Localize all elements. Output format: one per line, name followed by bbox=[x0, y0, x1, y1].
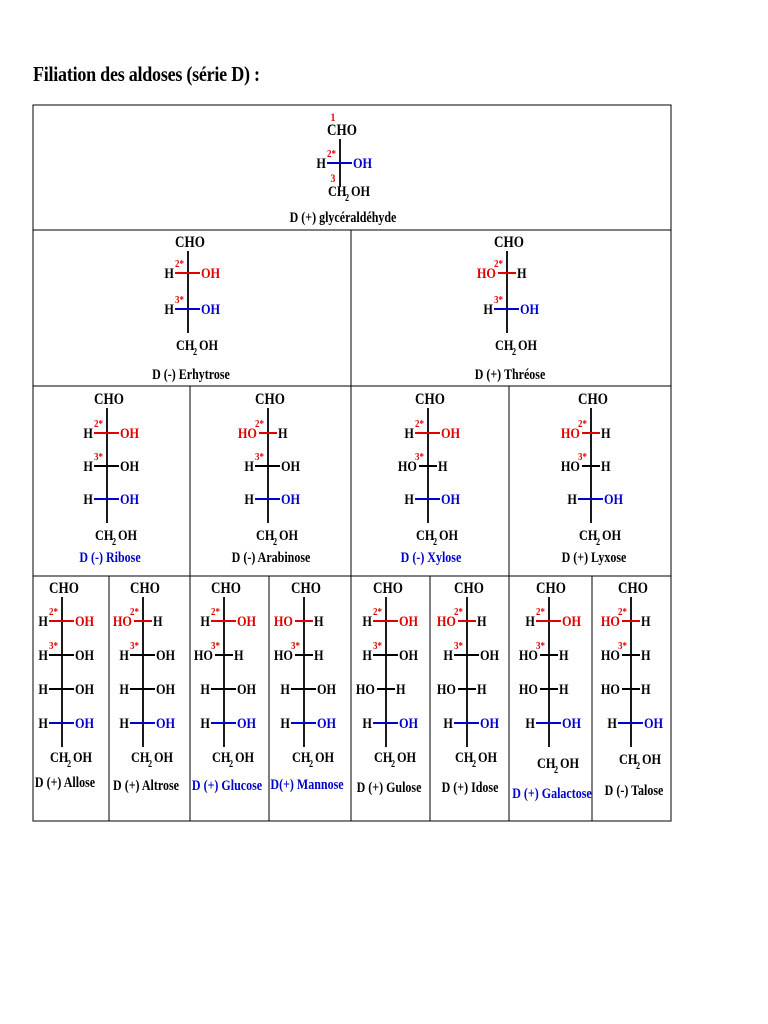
terminal-group: CH bbox=[256, 526, 275, 544]
stereocenter-label: 2* bbox=[414, 418, 424, 431]
terminal-subscript: 2 bbox=[148, 758, 153, 770]
terminal-oh: OH bbox=[315, 748, 335, 766]
substituent-left: H bbox=[200, 612, 211, 630]
molecule bbox=[232, 391, 311, 567]
substituent-left: H bbox=[164, 264, 175, 282]
terminal-subscript: 2 bbox=[112, 536, 117, 548]
substituent-right: OH bbox=[75, 646, 95, 664]
substituent-right: OH bbox=[399, 646, 419, 664]
substituent-left: HO bbox=[560, 424, 581, 442]
stereocenter-label: 2* bbox=[617, 606, 627, 619]
substituent-right: OH bbox=[75, 680, 95, 698]
aldehyde-group: CHO bbox=[618, 579, 648, 598]
substituent-left: H bbox=[404, 424, 414, 442]
terminal-group: CH bbox=[50, 748, 69, 766]
stereocenter-label: 2* bbox=[254, 418, 264, 431]
carbon-number: 1 bbox=[330, 111, 336, 125]
terminal-group: CH bbox=[95, 526, 114, 544]
substituent-right: H bbox=[234, 646, 244, 664]
substituent-left: HO bbox=[560, 457, 581, 475]
substituent-right: H bbox=[396, 680, 406, 698]
molecule bbox=[79, 391, 140, 567]
terminal-group: CH bbox=[292, 748, 311, 766]
substituent-right: OH bbox=[480, 714, 500, 732]
substituent-left: H bbox=[362, 646, 372, 664]
stereocenter-label: 2* bbox=[493, 258, 504, 271]
terminal-subscript: 2 bbox=[433, 536, 438, 548]
molecule bbox=[270, 580, 343, 794]
terminal-group: CH bbox=[176, 336, 195, 354]
substituent-left: H bbox=[38, 612, 49, 630]
terminal-group: CH bbox=[495, 336, 514, 354]
terminal-subscript: 2 bbox=[472, 758, 477, 770]
substituent-right: H bbox=[559, 646, 569, 664]
terminal-oh: OH bbox=[351, 182, 371, 200]
substituent-left: H bbox=[404, 490, 414, 508]
substituent-right: H bbox=[477, 680, 487, 698]
page-title: Filiation des aldoses (série D) : bbox=[33, 62, 260, 86]
terminal-oh: OH bbox=[602, 526, 622, 544]
substituent-right: OH bbox=[120, 490, 140, 508]
aldehyde-group: CHO bbox=[494, 233, 524, 252]
substituent-left: HO bbox=[436, 680, 457, 698]
terminal-subscript: 2 bbox=[512, 346, 517, 358]
terminal-oh: OH bbox=[439, 526, 459, 544]
substituent-right: H bbox=[641, 646, 651, 664]
terminal-group: CH bbox=[328, 182, 347, 200]
substituent-right: H bbox=[641, 612, 651, 630]
sugar-name: D(+) Mannose bbox=[270, 775, 344, 793]
stereocenter-label: 3* bbox=[535, 640, 545, 653]
terminal-group: CH bbox=[619, 750, 638, 768]
stereocenter-label: 3* bbox=[372, 640, 383, 653]
substituent-left: H bbox=[200, 680, 211, 698]
substituent-right: OH bbox=[399, 612, 419, 630]
substituent-right: OH bbox=[156, 646, 176, 664]
aldehyde-group: CHO bbox=[130, 579, 160, 598]
sugar-name: D (+) Allose bbox=[34, 773, 96, 791]
substituent-right: H bbox=[601, 424, 611, 442]
stereocenter-label: 3* bbox=[577, 451, 587, 464]
substituent-left: H bbox=[119, 680, 129, 698]
substituent-right: OH bbox=[201, 264, 221, 282]
molecule bbox=[290, 111, 397, 226]
terminal-oh: OH bbox=[235, 748, 255, 766]
terminal-oh: OH bbox=[518, 336, 538, 354]
terminal-oh: OH bbox=[118, 526, 138, 544]
terminal-subscript: 2 bbox=[229, 758, 234, 770]
substituent-left: H bbox=[443, 714, 454, 732]
substituent-left: H bbox=[119, 646, 129, 664]
substituent-right: H bbox=[477, 612, 487, 630]
stereocenter-label: 2* bbox=[326, 148, 336, 161]
terminal-subscript: 2 bbox=[67, 758, 72, 770]
molecule bbox=[512, 580, 591, 803]
substituent-right: H bbox=[314, 646, 324, 664]
substituent-left: H bbox=[38, 680, 49, 698]
substituent-left: H bbox=[38, 714, 49, 732]
terminal-subscript: 2 bbox=[636, 760, 641, 772]
sugar-name: D (+) Thréose bbox=[474, 365, 546, 383]
molecule bbox=[398, 391, 461, 567]
terminal-oh: OH bbox=[73, 748, 93, 766]
aldehyde-group: CHO bbox=[373, 579, 403, 598]
substituent-right: OH bbox=[562, 714, 582, 732]
substituent-right: OH bbox=[75, 612, 95, 630]
sugar-name: D (-) Ribose bbox=[79, 548, 141, 566]
substituent-right: H bbox=[438, 457, 448, 475]
substituent-right: H bbox=[278, 424, 288, 442]
carbon-number: 3 bbox=[330, 172, 336, 186]
substituent-left: HO bbox=[112, 612, 132, 630]
aldehyde-group: CHO bbox=[49, 579, 79, 598]
substituent-right: H bbox=[153, 612, 163, 630]
aldehyde-group: CHO bbox=[327, 121, 357, 140]
stereocenter-label: 3* bbox=[93, 451, 104, 464]
substituent-right: OH bbox=[317, 680, 337, 698]
substituent-left: H bbox=[83, 490, 93, 508]
substituent-left: H bbox=[244, 490, 255, 508]
terminal-group: CH bbox=[212, 748, 231, 766]
substituent-left: H bbox=[443, 646, 454, 664]
terminal-oh: OH bbox=[154, 748, 174, 766]
stereocenter-label: 2* bbox=[93, 418, 104, 431]
terminal-subscript: 2 bbox=[193, 346, 198, 358]
substituent-left: HO bbox=[476, 264, 496, 282]
substituent-left: H bbox=[83, 457, 93, 475]
substituent-left: HO bbox=[273, 646, 294, 664]
sugar-name: D (-) Xylose bbox=[400, 548, 462, 566]
terminal-subscript: 2 bbox=[273, 536, 278, 548]
substituent-left: H bbox=[362, 612, 372, 630]
sugar-name: D (+) Idose bbox=[441, 778, 499, 796]
stereocenter-label: 3* bbox=[617, 640, 627, 653]
substituent-right: OH bbox=[441, 424, 461, 442]
substituent-right: OH bbox=[644, 714, 664, 732]
stereocenter-label: 2* bbox=[210, 606, 221, 619]
substituent-left: H bbox=[119, 714, 129, 732]
substituent-left: HO bbox=[273, 612, 294, 630]
substituent-right: OH bbox=[281, 457, 301, 475]
terminal-group: CH bbox=[374, 748, 393, 766]
aldehyde-group: CHO bbox=[211, 579, 241, 598]
stereocenter-label: 2* bbox=[577, 418, 587, 431]
substituent-right: OH bbox=[237, 612, 257, 630]
substituent-left: H bbox=[244, 457, 255, 475]
substituent-left: H bbox=[525, 714, 535, 732]
substituent-left: HO bbox=[600, 680, 620, 698]
stereocenter-label: 2* bbox=[372, 606, 383, 619]
sugar-name: D (+) Lyxose bbox=[561, 548, 627, 566]
sugar-name: D (-) Arabinose bbox=[231, 548, 311, 566]
terminal-oh: OH bbox=[642, 750, 662, 768]
substituent-left: H bbox=[83, 424, 93, 442]
sugar-name: D (-) Erhytrose bbox=[152, 365, 230, 383]
substituent-left: HO bbox=[397, 457, 418, 475]
molecule bbox=[35, 580, 95, 792]
molecule bbox=[113, 580, 179, 795]
substituent-right: OH bbox=[317, 714, 337, 732]
aldehyde-group: CHO bbox=[454, 579, 484, 598]
substituent-right: OH bbox=[201, 300, 221, 318]
substituent-left: HO bbox=[518, 680, 538, 698]
molecule bbox=[152, 234, 230, 384]
terminal-subscript: 2 bbox=[596, 536, 601, 548]
stereocenter-label: 2* bbox=[453, 606, 463, 619]
sugar-name: D (+) Glucose bbox=[191, 776, 263, 794]
substituent-right: H bbox=[559, 680, 569, 698]
terminal-group: CH bbox=[416, 526, 435, 544]
stereocenter-label: 3* bbox=[290, 640, 300, 653]
terminal-oh: OH bbox=[478, 748, 498, 766]
substituent-left: HO bbox=[355, 680, 375, 698]
molecule bbox=[437, 580, 500, 797]
stereocenter-label: 2* bbox=[174, 258, 184, 271]
stereocenter-label: 3* bbox=[254, 451, 264, 464]
sugar-name: D (+) Altrose bbox=[113, 776, 179, 794]
aldehyde-group: CHO bbox=[536, 579, 566, 598]
substituent-left: H bbox=[567, 490, 577, 508]
substituent-left: H bbox=[280, 714, 291, 732]
substituent-right: OH bbox=[480, 646, 500, 664]
substituent-left: HO bbox=[237, 424, 258, 442]
stereocenter-label: 3* bbox=[493, 294, 504, 307]
substituent-right: OH bbox=[281, 490, 301, 508]
sugar-name: D (+) Gulose bbox=[356, 778, 422, 796]
substituent-right: OH bbox=[237, 714, 257, 732]
substituent-right: OH bbox=[353, 154, 373, 172]
substituent-left: H bbox=[525, 612, 535, 630]
substituent-left: H bbox=[316, 154, 327, 172]
terminal-subscript: 2 bbox=[309, 758, 314, 770]
terminal-group: CH bbox=[537, 754, 556, 772]
substituent-right: H bbox=[314, 612, 324, 630]
aldehyde-group: CHO bbox=[291, 579, 321, 598]
molecule bbox=[356, 580, 422, 797]
stereocenter-label: 3* bbox=[174, 294, 184, 307]
substituent-right: OH bbox=[156, 680, 176, 698]
terminal-oh: OH bbox=[279, 526, 299, 544]
substituent-right: H bbox=[641, 680, 651, 698]
substituent-left: H bbox=[200, 714, 211, 732]
substituent-left: HO bbox=[518, 646, 538, 664]
stereocenter-label: 3* bbox=[414, 451, 424, 464]
substituent-left: H bbox=[483, 300, 493, 318]
substituent-right: OH bbox=[75, 714, 95, 732]
substituent-right: OH bbox=[604, 490, 624, 508]
substituent-right: OH bbox=[562, 612, 582, 630]
substituent-left: H bbox=[362, 714, 372, 732]
substituent-right: OH bbox=[156, 714, 176, 732]
substituent-left: H bbox=[164, 300, 175, 318]
aldehyde-group: CHO bbox=[94, 390, 124, 409]
terminal-group: CH bbox=[131, 748, 150, 766]
sugar-name: D (-) Talose bbox=[604, 781, 664, 799]
substituent-right: OH bbox=[399, 714, 419, 732]
aldehyde-group: CHO bbox=[175, 233, 205, 252]
terminal-group: CH bbox=[455, 748, 474, 766]
sugar-name: D (+) glycéraldéhyde bbox=[289, 208, 397, 226]
substituent-left: HO bbox=[436, 612, 457, 630]
substituent-left: HO bbox=[193, 646, 213, 664]
molecule bbox=[561, 391, 627, 567]
aldehyde-group: CHO bbox=[255, 390, 285, 409]
molecule bbox=[475, 234, 546, 384]
terminal-oh: OH bbox=[397, 748, 417, 766]
aldehyde-group: CHO bbox=[415, 390, 445, 409]
stereocenter-label: 2* bbox=[129, 606, 140, 619]
substituent-left: H bbox=[280, 680, 291, 698]
substituent-left: H bbox=[607, 714, 617, 732]
substituent-right: OH bbox=[120, 424, 140, 442]
terminal-subscript: 2 bbox=[391, 758, 396, 770]
terminal-group: CH bbox=[579, 526, 598, 544]
substituent-right: H bbox=[601, 457, 611, 475]
substituent-left: HO bbox=[600, 612, 620, 630]
substituent-right: OH bbox=[441, 490, 461, 508]
sugar-name: D (+) Galactose bbox=[512, 784, 592, 802]
terminal-subscript: 2 bbox=[554, 764, 559, 776]
substituent-right: H bbox=[517, 264, 527, 282]
terminal-oh: OH bbox=[560, 754, 580, 772]
molecules-layer bbox=[35, 111, 663, 802]
substituent-right: OH bbox=[120, 457, 140, 475]
terminal-oh: OH bbox=[199, 336, 219, 354]
substituent-left: H bbox=[38, 646, 49, 664]
stereocenter-label: 3* bbox=[453, 640, 463, 653]
stereocenter-label: 3* bbox=[210, 640, 221, 653]
molecule bbox=[601, 580, 664, 800]
substituent-right: OH bbox=[520, 300, 540, 318]
stereocenter-label: 2* bbox=[535, 606, 545, 619]
stereocenter-label: 2* bbox=[48, 606, 58, 619]
terminal-subscript: 2 bbox=[345, 192, 350, 204]
stereocenter-label: 3* bbox=[129, 640, 140, 653]
substituent-left: HO bbox=[600, 646, 620, 664]
stereocenter-label: 3* bbox=[48, 640, 58, 653]
substituent-right: OH bbox=[237, 680, 257, 698]
aldehyde-group: CHO bbox=[578, 390, 608, 409]
molecule bbox=[192, 580, 262, 795]
